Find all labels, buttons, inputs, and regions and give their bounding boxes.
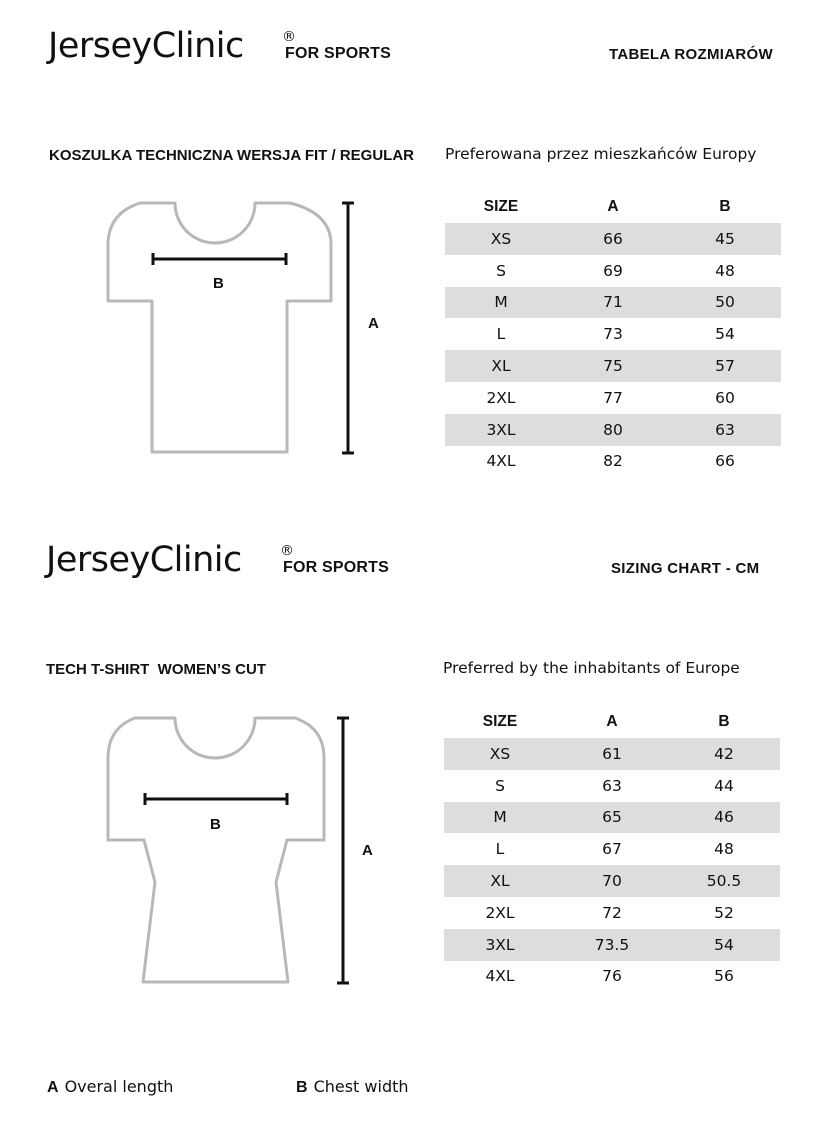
size-cell: S [495, 776, 505, 795]
width-cell: 50 [669, 287, 781, 319]
column-header-size: SIZE [482, 713, 518, 730]
table-row [445, 287, 781, 319]
width-cell: 54 [668, 929, 780, 961]
size-cell: 4XL [486, 452, 516, 471]
length-cell: 80 [557, 414, 669, 446]
section2-header-right: SIZING CHART - CM [611, 560, 760, 577]
length-cell: 76 [602, 967, 622, 986]
legend-overall-length [47, 1077, 173, 1097]
length-cell: 82 [603, 452, 623, 471]
table-row [445, 318, 781, 350]
width-cell: 63 [669, 414, 781, 446]
width-cell: 46 [668, 802, 780, 834]
column-header-b: B [719, 198, 731, 215]
womens-tshirt-diagram [100, 710, 400, 990]
size-cell: S [496, 261, 506, 280]
size-cell: L [495, 840, 505, 859]
size-cell: 3XL [445, 414, 557, 446]
womens-size-table [444, 706, 780, 992]
width-cell: 50.5 [668, 865, 780, 897]
legend-b-key: B [296, 1079, 308, 1096]
width-cell: 66 [715, 452, 735, 471]
size-cell: M [444, 802, 556, 834]
length-cell: 66 [557, 223, 669, 255]
section2-title: TECH T-SHIRT WOMEN’S CUT [46, 661, 266, 678]
width-cell: 44 [714, 776, 734, 795]
section1-subtitle: Preferowana przez mieszkańców Europy [445, 145, 757, 163]
registered-mark: ® [282, 29, 296, 45]
section1-title: KOSZULKA TECHNICZNA WERSJA FIT / REGULAR [49, 147, 414, 164]
length-cell: 63 [602, 776, 622, 795]
width-cell: 60 [715, 388, 735, 407]
table-row [445, 382, 781, 414]
length-cell: 71 [557, 287, 669, 319]
table-row [444, 738, 780, 770]
legend-b-text: Chest width [313, 1077, 409, 1096]
length-cell: 75 [557, 350, 669, 382]
table-row [445, 414, 781, 446]
table-row [445, 255, 781, 287]
length-cell: 65 [556, 802, 668, 834]
table-row [445, 446, 781, 478]
table-header-row [445, 191, 781, 223]
size-cell: 2XL [485, 903, 515, 922]
table-row [444, 897, 780, 929]
width-cell: 42 [668, 738, 780, 770]
regular-tshirt-outline [108, 203, 331, 452]
width-cell: 54 [715, 325, 735, 344]
section1-label-b: B [213, 275, 224, 292]
legend-a-text: Overal length [64, 1077, 174, 1096]
size-cell: L [496, 325, 506, 344]
table-row [444, 929, 780, 961]
size-cell: 3XL [444, 929, 556, 961]
brand-name: JerseyClinic [46, 540, 242, 580]
section2-label-a: A [362, 842, 373, 859]
table-header-row [444, 706, 780, 738]
section2-label-b: B [210, 816, 221, 833]
table-row [445, 223, 781, 255]
section2-subtitle: Preferred by the inhabitants of Europe [443, 659, 740, 677]
width-cell: 52 [714, 903, 734, 922]
section1-label-a: A [368, 315, 379, 332]
table-row [444, 961, 780, 993]
table-row [444, 770, 780, 802]
brand-tagline: FOR SPORTS [283, 559, 390, 576]
width-cell: 48 [715, 261, 735, 280]
size-cell: M [445, 287, 557, 319]
regular-tshirt-diagram [100, 195, 400, 465]
legend-chest-width [296, 1077, 409, 1097]
brand-logo [48, 26, 392, 66]
width-cell: 57 [669, 350, 781, 382]
table-row [444, 833, 780, 865]
length-cell: 70 [556, 865, 668, 897]
size-cell: XS [445, 223, 557, 255]
length-cell: 69 [603, 261, 623, 280]
column-header-a: A [606, 713, 618, 730]
length-cell: 77 [603, 388, 623, 407]
size-cell: 2XL [486, 388, 516, 407]
table-row [444, 802, 780, 834]
size-cell: XS [444, 738, 556, 770]
table-row [444, 865, 780, 897]
size-cell: 4XL [485, 967, 515, 986]
registered-mark: ® [280, 543, 294, 559]
column-header-a: A [607, 198, 619, 215]
womens-tshirt-outline [108, 718, 324, 982]
width-cell: 56 [714, 967, 734, 986]
brand-tagline: FOR SPORTS [285, 45, 392, 62]
legend-a-key: A [47, 1079, 59, 1096]
length-cell: 61 [556, 738, 668, 770]
brand-logo-2 [46, 540, 390, 580]
column-header-size: SIZE [483, 198, 519, 215]
section1-header-right: TABELA ROZMIARÓW [609, 46, 773, 63]
width-cell: 48 [714, 840, 734, 859]
size-cell: XL [445, 350, 557, 382]
length-cell: 73 [603, 325, 623, 344]
size-cell: XL [444, 865, 556, 897]
length-cell: 72 [602, 903, 622, 922]
length-cell: 73.5 [556, 929, 668, 961]
brand-name: JerseyClinic [48, 26, 244, 66]
column-header-b: B [718, 713, 730, 730]
width-cell: 45 [669, 223, 781, 255]
regular-size-table [445, 191, 781, 477]
length-cell: 67 [602, 840, 622, 859]
table-row [445, 350, 781, 382]
